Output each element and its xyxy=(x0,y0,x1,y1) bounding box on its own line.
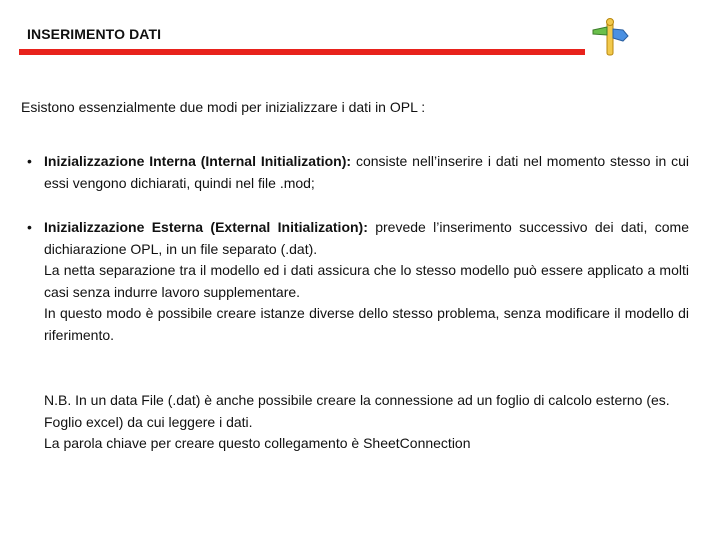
slide-title: INSERIMENTO DATI xyxy=(27,26,162,42)
bullet-marker: • xyxy=(27,219,32,235)
term-internal: Inizializzazione Interna (Internal Initialization): xyxy=(44,153,352,169)
title-underline xyxy=(19,49,585,55)
bullet-text: prevede l’inserimento successivo dei dati, come dichiarazione OPL, in un file separato (.dat). xyxy=(44,219,689,257)
signpost-icon xyxy=(590,17,630,57)
note-line: N.B. In un data File (.dat) è anche possibile creare la connessione ad un foglio di calcolo esterno (es. Foglio excel) da cui leggere i dati. xyxy=(44,392,670,430)
note-block xyxy=(44,390,704,455)
bullet-paragraph: La netta separazione tra il modello ed i dati assicura che lo stesso modello può essere applicato a molti casi senza indurre lavoro supplementare. xyxy=(44,262,689,300)
bullet-text: consiste nell’inserire i dati nel momento stesso in cui essi vengono dichiarati, quindi nel file .mod; xyxy=(44,153,690,191)
intro-text: Esistono essenzialmente due modi per inizializzare i dati in OPL : xyxy=(21,99,426,115)
bullet-internal-init xyxy=(44,151,689,194)
bullet-marker: • xyxy=(27,153,32,169)
bullet-external-init xyxy=(44,217,689,346)
note-line: La parola chiave per creare questo collegamento è SheetConnection xyxy=(44,435,471,451)
term-external: Inizializzazione Esterna (External Initialization): xyxy=(44,219,368,235)
bullet-paragraph: In questo modo è possibile creare istanze diverse dello stesso problema, senza modificare il modello di riferimento. xyxy=(44,305,689,343)
